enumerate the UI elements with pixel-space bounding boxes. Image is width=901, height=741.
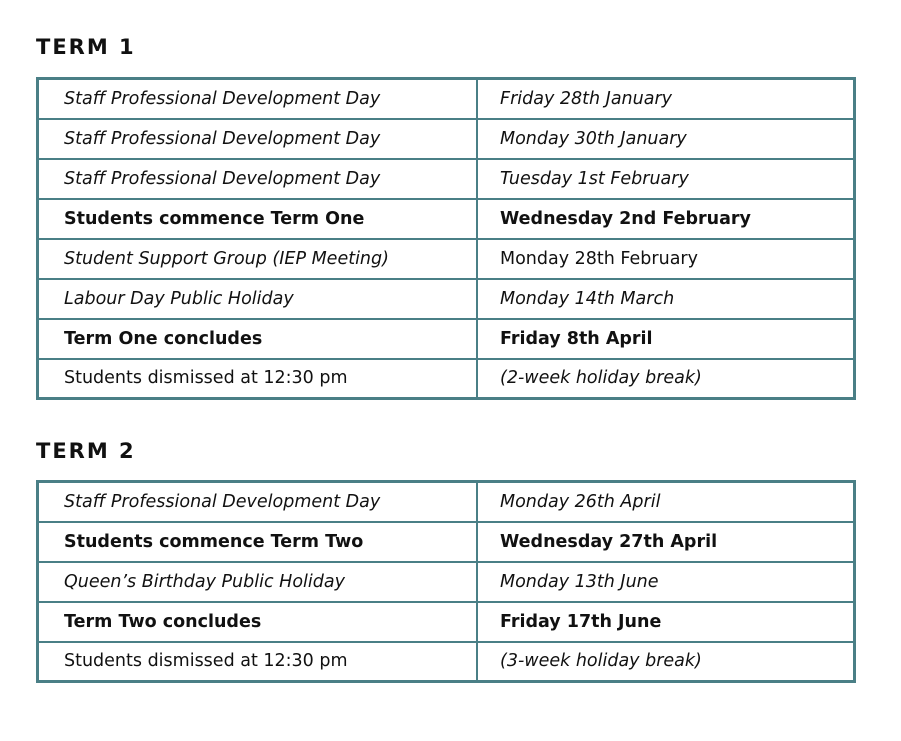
table-row (38, 239, 855, 279)
date-cell: Monday 13th June (477, 562, 855, 602)
event-cell: Labour Day Public Holiday (38, 279, 478, 319)
date-cell: (2-week holiday break) (477, 359, 855, 399)
table-row (38, 279, 855, 319)
table-row (38, 359, 855, 399)
date-cell: Friday 8th April (477, 319, 855, 359)
event-cell: Queen’s Birthday Public Holiday (38, 562, 478, 602)
table-row (38, 642, 855, 682)
date-cell: Tuesday 1st February (477, 159, 855, 199)
event-cell: Term One concludes (38, 319, 478, 359)
event-cell: Student Support Group (IEP Meeting) (38, 239, 478, 279)
table-row (38, 159, 855, 199)
date-cell: Friday 17th June (477, 602, 855, 642)
event-cell: Term Two concludes (38, 602, 478, 642)
table-row (38, 79, 855, 119)
date-cell: Friday 28th January (477, 79, 855, 119)
date-cell: (3-week holiday break) (477, 642, 855, 682)
table-row (38, 319, 855, 359)
date-cell: Wednesday 2nd February (477, 199, 855, 239)
event-cell: Staff Professional Development Day (38, 79, 478, 119)
date-cell: Wednesday 27th April (477, 522, 855, 562)
event-cell: Students commence Term Two (38, 522, 478, 562)
date-cell: Monday 14th March (477, 279, 855, 319)
event-cell: Students commence Term One (38, 199, 478, 239)
term-1-table (36, 77, 856, 400)
term-2-table (36, 480, 856, 683)
table-row (38, 119, 855, 159)
date-cell: Monday 30th January (477, 119, 855, 159)
term-2-heading: TERM 2 (36, 439, 136, 463)
event-cell: Students dismissed at 12:30 pm (38, 359, 478, 399)
date-cell: Monday 26th April (477, 482, 855, 522)
date-cell: Monday 28th February (477, 239, 855, 279)
table-row (38, 482, 855, 522)
event-cell: Staff Professional Development Day (38, 482, 478, 522)
term-1-heading: TERM 1 (36, 35, 136, 59)
table-row (38, 522, 855, 562)
table-row (38, 199, 855, 239)
event-cell: Staff Professional Development Day (38, 159, 478, 199)
event-cell: Staff Professional Development Day (38, 119, 478, 159)
event-cell: Students dismissed at 12:30 pm (38, 642, 478, 682)
table-row (38, 562, 855, 602)
table-row (38, 602, 855, 642)
